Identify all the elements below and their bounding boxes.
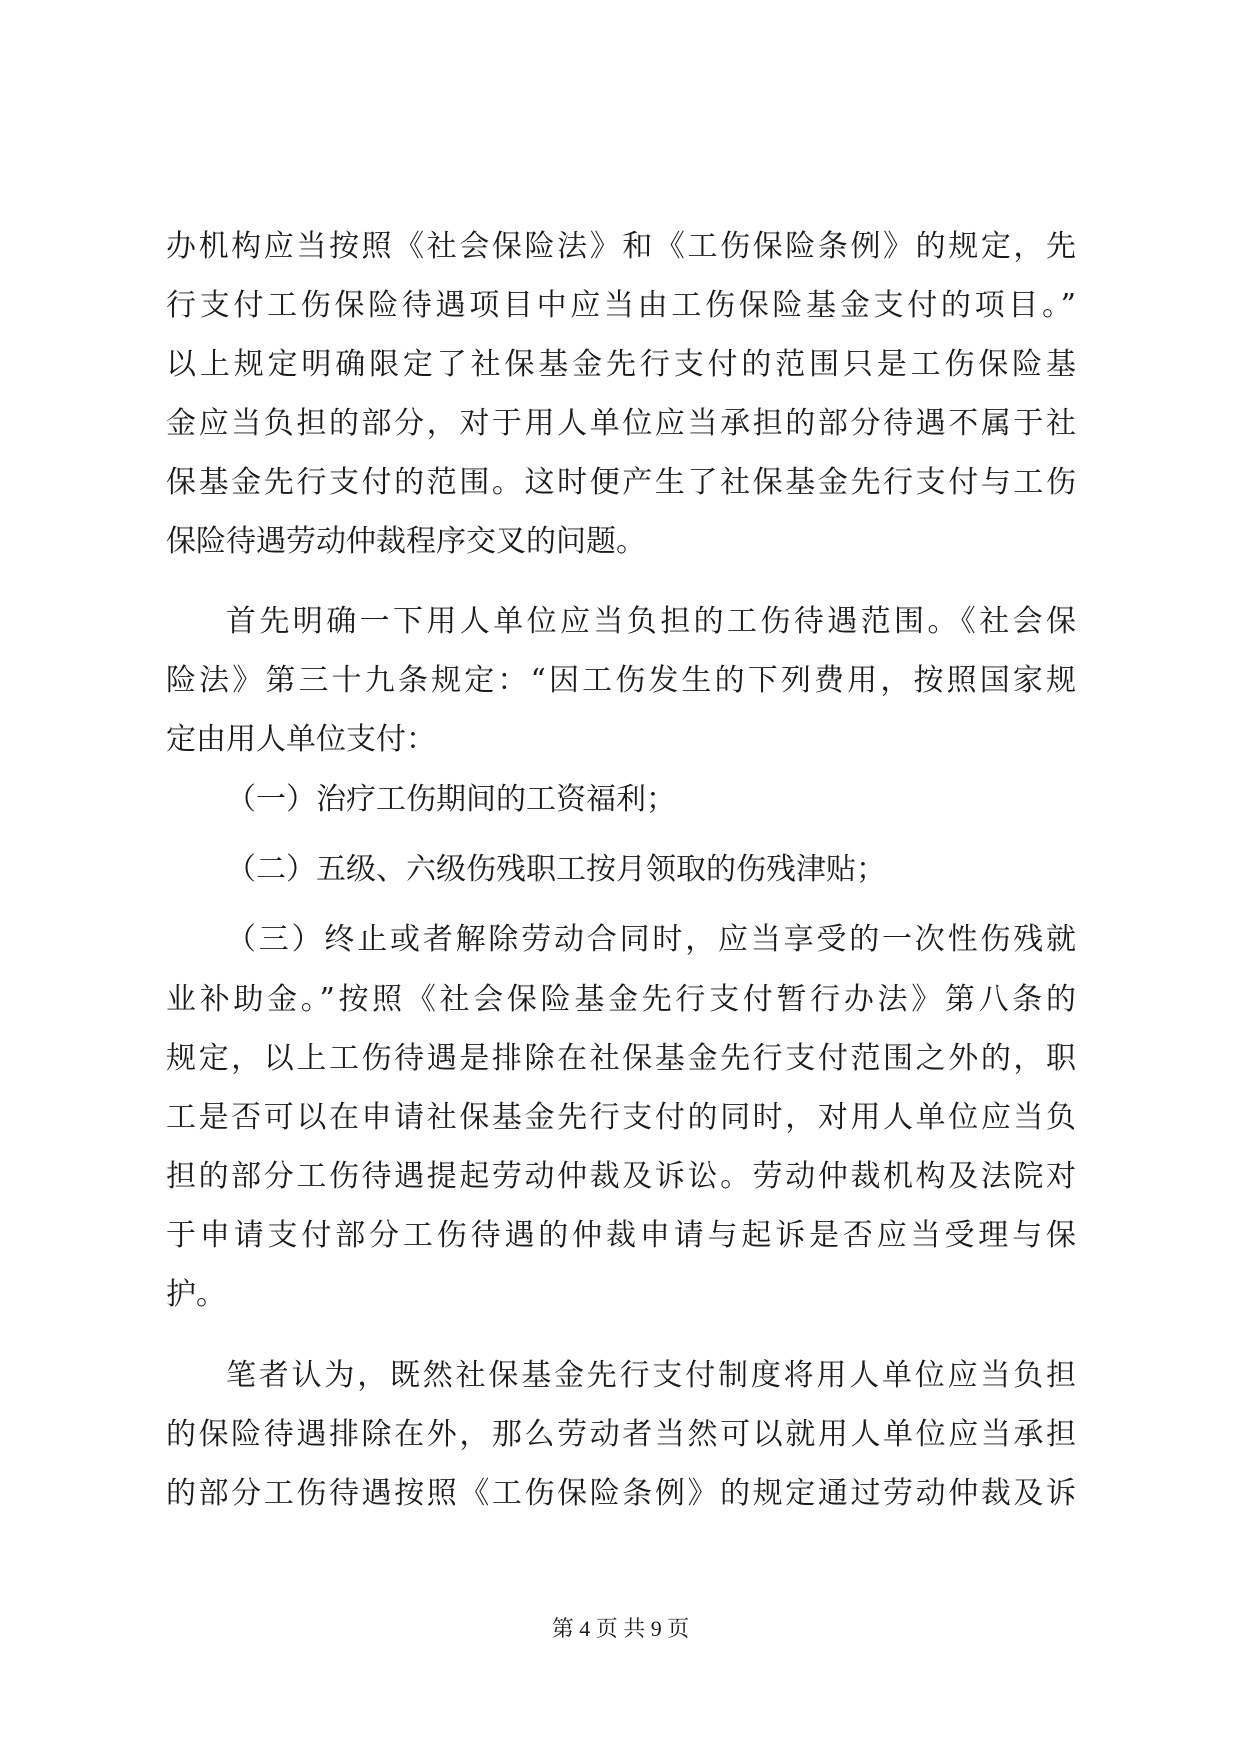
text-line-3: 以上规定明确限定了社保基金先行支付的范围只是工伤保险基: [166, 347, 1076, 382]
text-line-13: 业补助金。”按照《社会保险基金先行支付暂行办法》第八条的: [166, 982, 1076, 1017]
text-line-4: 金应当负担的部分，对于用人单位应当承担的部分待遇不属于社: [166, 406, 1076, 441]
list-item-1: （一）治疗工伤期间的工资福利；: [226, 782, 676, 817]
text-line-18: 护。: [166, 1277, 226, 1312]
text-line-5: 保基金先行支付的范围。这时便产生了社保基金先行支付与工伤: [166, 465, 1076, 500]
text-line-7: 首先明确一下用人单位应当负担的工伤待遇范围。《社会保: [226, 604, 1076, 639]
text-line-6: 保险待遇劳动仲裁程序交叉的问题。: [166, 524, 646, 559]
text-line-1: 办机构应当按照《社会保险法》和《工伤保险条例》的规定，先: [166, 229, 1076, 264]
text-line-21: 的部分工伤待遇按照《工伤保险条例》的规定通过劳动仲裁及诉: [166, 1476, 1076, 1511]
text-line-20: 的保险待遇排除在外，那么劳动者当然可以就用人单位应当承担: [166, 1417, 1076, 1452]
text-line-16: 担的部分工伤待遇提起劳动仲裁及诉讼。劳动仲裁机构及法院对: [166, 1159, 1076, 1194]
text-line-19: 笔者认为，既然社保基金先行支付制度将用人单位应当负担: [226, 1358, 1076, 1393]
text-line-9: 定由用人单位支付：: [166, 722, 436, 757]
page-footer: 第 4 页 共 9 页: [551, 1616, 690, 1641]
text-line-15: 工是否可以在申请社保基金先行支付的同时，对用人单位应当负: [166, 1100, 1076, 1135]
text-line-17: 于申请支付部分工伤待遇的仲裁申请与起诉是否应当受理与保: [166, 1218, 1076, 1253]
text-line-14: 规定，以上工伤待遇是排除在社保基金先行支付范围之外的，职: [166, 1041, 1076, 1076]
text-line-8: 险法》第三十九条规定：“因工伤发生的下列费用，按照国家规: [166, 663, 1076, 698]
text-line-2: 行支付工伤保险待遇项目中应当由工伤保险基金支付的项目。”: [166, 288, 1076, 323]
list-item-2: （二）五级、六级伤残职工按月领取的伤残津贴；: [226, 852, 886, 887]
list-item-3: （三）终止或者解除劳动合同时，应当享受的一次性伤残就: [226, 922, 1076, 957]
